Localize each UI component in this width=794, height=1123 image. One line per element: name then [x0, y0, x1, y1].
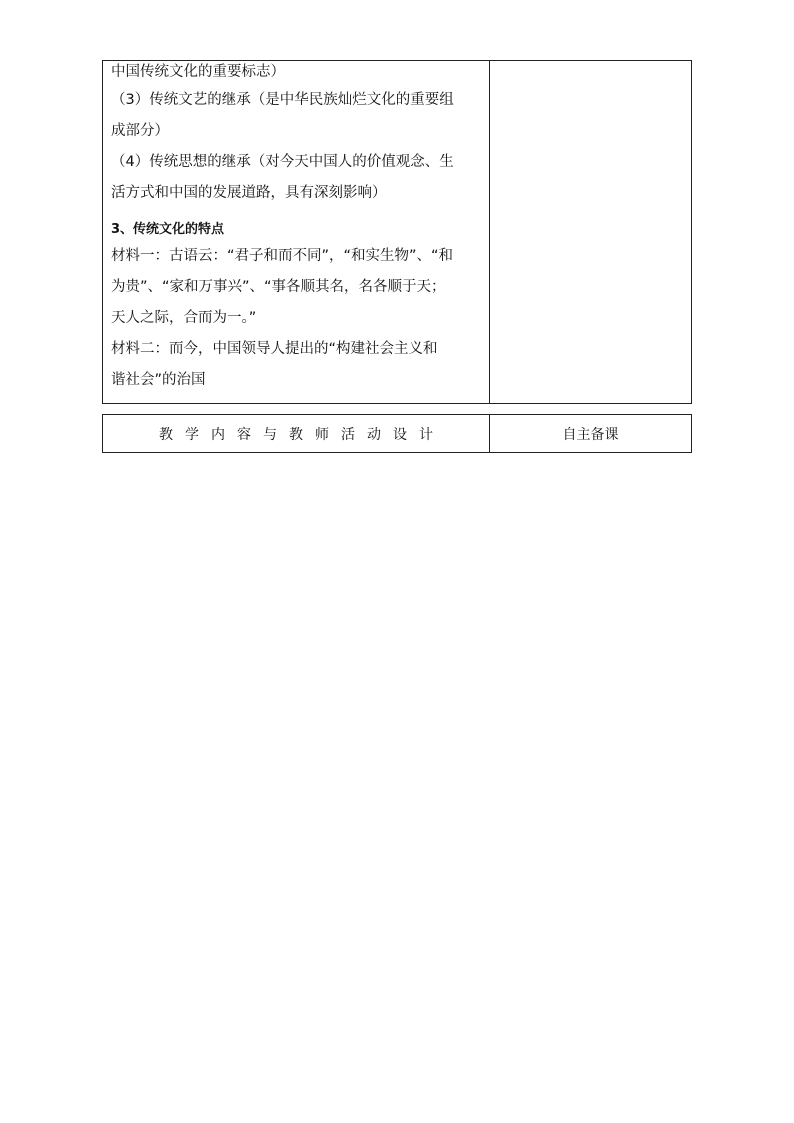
text-line: 活方式和中国的发展道路，具有深刻影响）: [111, 185, 387, 201]
material-line: 为贵”、“家和万事兴”、“事各顺其名，名各顺于天；: [111, 279, 446, 295]
teaching-design-header: 教学内容与教师活动设计: [103, 415, 490, 452]
notes-cell: [490, 61, 691, 403]
header-table: [102, 414, 692, 453]
text-line: 中国传统文化的重要标志）: [111, 64, 285, 80]
material-line: 材料一：古语云：“君子和而不同”，“和实生物”、“和: [111, 248, 454, 264]
content-cell: [103, 61, 490, 403]
material-line: 天人之际，合而为一。”: [111, 310, 257, 326]
material-line: 材料二：而今，中国领导人提出的“构建社会主义和: [111, 341, 438, 357]
section-heading: 3、传统文化的特点: [111, 222, 225, 237]
self-prep-header: 自主备课: [562, 426, 619, 443]
content-table: [102, 60, 692, 404]
text-line: 成部分）: [111, 123, 169, 139]
text-line: （3）传统文艺的继承（是中华民族灿烂文化的重要组: [111, 92, 454, 108]
text-line: （4）传统思想的继承（对今天中国人的价值观念、生: [111, 154, 454, 170]
material-line: 谐社会”的治国: [111, 372, 206, 388]
